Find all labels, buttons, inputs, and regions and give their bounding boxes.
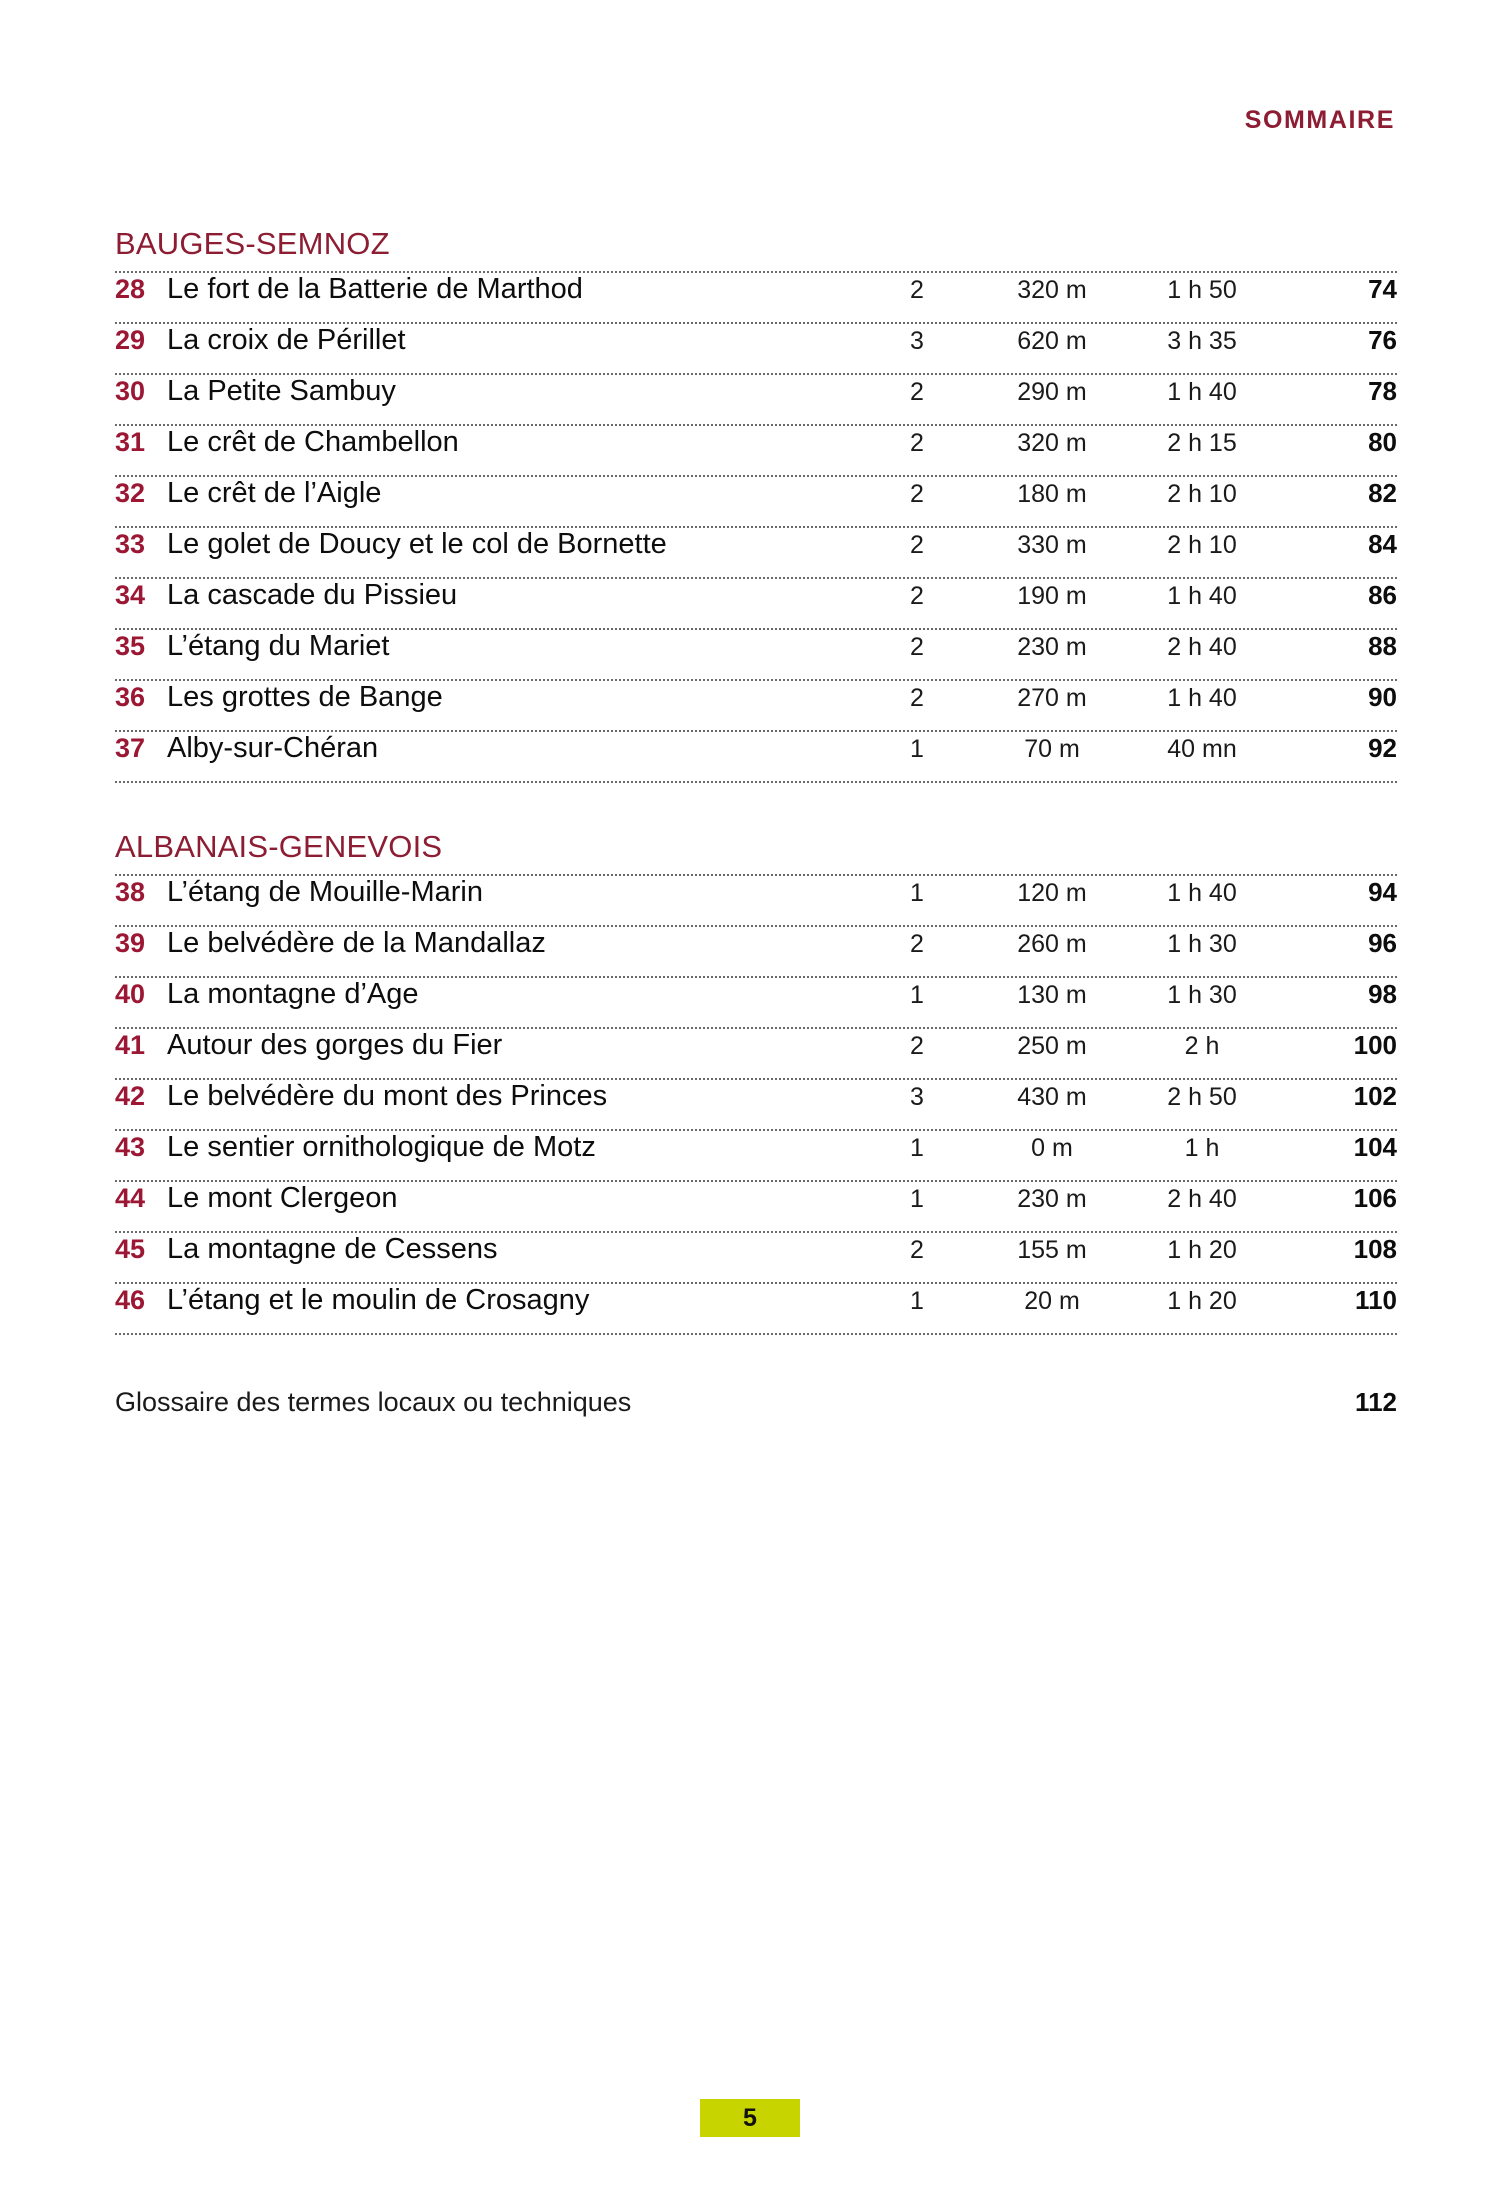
entry-page-number: 82 bbox=[1368, 478, 1397, 508]
glossary-row[interactable] bbox=[115, 1387, 1397, 1418]
entry-difficulty: 1 bbox=[910, 1185, 924, 1213]
entry-number: 35 bbox=[115, 631, 146, 661]
entry-number: 43 bbox=[115, 1132, 146, 1162]
toc-section bbox=[115, 228, 1397, 783]
entry-number: 33 bbox=[115, 529, 146, 559]
entry-duration: 1 h 40 bbox=[1167, 582, 1237, 610]
table-row[interactable] bbox=[115, 324, 1397, 375]
table-row[interactable] bbox=[115, 1233, 1397, 1284]
entry-duration: 1 h 40 bbox=[1167, 684, 1237, 712]
section-title: ALBANAIS-GENEVOIS bbox=[115, 829, 443, 864]
entry-title: La montagne de Cessens bbox=[167, 1233, 498, 1265]
entry-elevation: 260 m bbox=[1017, 930, 1087, 958]
toc-rows bbox=[115, 271, 1397, 783]
entry-page-number: 84 bbox=[1368, 529, 1397, 559]
entry-number: 37 bbox=[115, 733, 146, 763]
entry-number: 34 bbox=[115, 580, 146, 610]
entry-elevation: 0 m bbox=[1031, 1134, 1073, 1162]
entry-page-number: 106 bbox=[1353, 1183, 1397, 1213]
entry-number: 41 bbox=[115, 1030, 146, 1060]
entry-title: Le belvédère de la Mandallaz bbox=[167, 927, 546, 959]
table-row[interactable] bbox=[115, 732, 1397, 783]
entry-difficulty: 1 bbox=[910, 879, 924, 907]
page-footer bbox=[0, 2099, 1500, 2137]
entry-difficulty: 2 bbox=[910, 531, 924, 559]
entry-title: Le crêt de Chambellon bbox=[167, 426, 459, 458]
entry-page-number: 80 bbox=[1368, 427, 1397, 457]
glossary-page-number: 112 bbox=[1355, 1387, 1397, 1417]
entry-difficulty: 1 bbox=[910, 981, 924, 1009]
entry-title: Le belvédère du mont des Princes bbox=[167, 1080, 608, 1112]
entry-duration: 40 mn bbox=[1167, 735, 1237, 763]
table-row[interactable] bbox=[115, 477, 1397, 528]
entry-elevation: 620 m bbox=[1017, 327, 1087, 355]
page-header bbox=[0, 106, 1395, 135]
entry-title: Le crêt de l’Aigle bbox=[167, 477, 382, 509]
entry-title: La croix de Périllet bbox=[167, 324, 406, 356]
entry-page-number: 108 bbox=[1353, 1234, 1397, 1264]
entry-number: 32 bbox=[115, 478, 146, 508]
entry-page-number: 92 bbox=[1368, 733, 1397, 763]
footer-page-badge: 5 bbox=[700, 2099, 800, 2137]
entry-number: 31 bbox=[115, 427, 146, 457]
entry-page-number: 90 bbox=[1368, 682, 1397, 712]
entry-number: 40 bbox=[115, 979, 146, 1009]
entry-duration: 1 h 30 bbox=[1167, 930, 1237, 958]
entry-title: Le fort de la Batterie de Marthod bbox=[167, 273, 583, 305]
table-row[interactable] bbox=[115, 426, 1397, 477]
entry-elevation: 230 m bbox=[1017, 1185, 1087, 1213]
table-row[interactable] bbox=[115, 630, 1397, 681]
entry-elevation: 120 m bbox=[1017, 879, 1087, 907]
entry-elevation: 430 m bbox=[1017, 1083, 1087, 1111]
entry-number: 38 bbox=[115, 877, 146, 907]
table-row[interactable] bbox=[115, 579, 1397, 630]
entry-difficulty: 2 bbox=[910, 1032, 924, 1060]
entry-difficulty: 2 bbox=[910, 378, 924, 406]
table-row[interactable] bbox=[115, 927, 1397, 978]
entry-duration: 1 h 20 bbox=[1167, 1287, 1237, 1315]
entry-duration: 1 h 40 bbox=[1167, 879, 1237, 907]
entry-number: 46 bbox=[115, 1285, 146, 1315]
sections-container bbox=[115, 228, 1397, 1335]
entry-title: Le mont Clergeon bbox=[167, 1182, 398, 1214]
entry-elevation: 230 m bbox=[1017, 633, 1087, 661]
table-row[interactable] bbox=[115, 681, 1397, 732]
entry-number: 42 bbox=[115, 1081, 146, 1111]
entry-title: La Petite Sambuy bbox=[167, 375, 396, 407]
entry-elevation: 270 m bbox=[1017, 684, 1087, 712]
entry-page-number: 88 bbox=[1368, 631, 1397, 661]
entry-difficulty: 3 bbox=[910, 327, 924, 355]
table-row[interactable] bbox=[115, 1029, 1397, 1080]
entry-difficulty: 2 bbox=[910, 684, 924, 712]
entry-title: L’étang et le moulin de Crosagny bbox=[167, 1284, 590, 1316]
entry-page-number: 104 bbox=[1353, 1132, 1397, 1162]
entry-page-number: 76 bbox=[1368, 325, 1397, 355]
entry-page-number: 74 bbox=[1368, 274, 1397, 304]
table-of-contents bbox=[115, 228, 1397, 1418]
entry-title: L’étang du Mariet bbox=[167, 630, 390, 662]
entry-difficulty: 2 bbox=[910, 582, 924, 610]
entry-title: L’étang de Mouille-Marin bbox=[167, 876, 483, 908]
entry-difficulty: 1 bbox=[910, 1287, 924, 1315]
entry-duration: 2 h 15 bbox=[1167, 429, 1237, 457]
entry-elevation: 155 m bbox=[1017, 1236, 1087, 1264]
entry-duration: 3 h 35 bbox=[1167, 327, 1237, 355]
entry-page-number: 86 bbox=[1368, 580, 1397, 610]
entry-page-number: 94 bbox=[1368, 877, 1397, 907]
table-row[interactable] bbox=[115, 876, 1397, 927]
entry-difficulty: 2 bbox=[910, 276, 924, 304]
header-title: SOMMAIRE bbox=[1244, 106, 1395, 134]
table-row[interactable] bbox=[115, 1131, 1397, 1182]
entry-difficulty: 1 bbox=[910, 735, 924, 763]
entry-title: La cascade du Pissieu bbox=[167, 579, 458, 611]
entry-title: Le golet de Doucy et le col de Bornette bbox=[167, 528, 667, 560]
entry-number: 30 bbox=[115, 376, 146, 406]
entry-number: 29 bbox=[115, 325, 146, 355]
entry-difficulty: 1 bbox=[910, 1134, 924, 1162]
entry-page-number: 110 bbox=[1355, 1285, 1397, 1315]
entry-duration: 2 h 10 bbox=[1167, 531, 1237, 559]
entry-duration: 1 h 50 bbox=[1167, 276, 1237, 304]
entry-elevation: 190 m bbox=[1017, 582, 1087, 610]
toc-section bbox=[115, 831, 1397, 1335]
entry-difficulty: 2 bbox=[910, 480, 924, 508]
entry-elevation: 330 m bbox=[1017, 531, 1087, 559]
table-row[interactable] bbox=[115, 273, 1397, 324]
entry-duration: 1 h 30 bbox=[1167, 981, 1237, 1009]
entry-duration: 1 h 20 bbox=[1167, 1236, 1237, 1264]
entry-title: Le sentier ornithologique de Motz bbox=[167, 1131, 596, 1163]
entry-duration: 2 h 50 bbox=[1167, 1083, 1237, 1111]
entry-elevation: 320 m bbox=[1017, 429, 1087, 457]
entry-page-number: 98 bbox=[1368, 979, 1397, 1009]
entry-difficulty: 2 bbox=[910, 1236, 924, 1264]
entry-number: 39 bbox=[115, 928, 146, 958]
entry-difficulty: 3 bbox=[910, 1083, 924, 1111]
table-row[interactable] bbox=[115, 1080, 1397, 1131]
entry-number: 28 bbox=[115, 274, 146, 304]
table-row[interactable] bbox=[115, 978, 1397, 1029]
entry-difficulty: 2 bbox=[910, 633, 924, 661]
entry-duration: 2 h 40 bbox=[1167, 633, 1237, 661]
entry-title: La montagne d’Age bbox=[167, 978, 419, 1010]
entry-number: 36 bbox=[115, 682, 146, 712]
entry-title: Autour des gorges du Fier bbox=[167, 1029, 503, 1061]
toc-rows bbox=[115, 874, 1397, 1335]
table-row[interactable] bbox=[115, 375, 1397, 426]
table-row[interactable] bbox=[115, 1284, 1397, 1335]
entry-duration: 2 h bbox=[1184, 1032, 1220, 1060]
entry-page-number: 100 bbox=[1353, 1030, 1397, 1060]
entry-elevation: 130 m bbox=[1017, 981, 1087, 1009]
entry-duration: 2 h 40 bbox=[1167, 1185, 1237, 1213]
entry-difficulty: 2 bbox=[910, 429, 924, 457]
table-row[interactable] bbox=[115, 1182, 1397, 1233]
entry-elevation: 320 m bbox=[1017, 276, 1087, 304]
entry-duration: 2 h 10 bbox=[1167, 480, 1237, 508]
entry-elevation: 20 m bbox=[1024, 1287, 1080, 1315]
entry-page-number: 102 bbox=[1353, 1081, 1397, 1111]
entry-elevation: 250 m bbox=[1017, 1032, 1087, 1060]
glossary-label: Glossaire des termes locaux ou techniques bbox=[115, 1387, 632, 1417]
entry-number: 45 bbox=[115, 1234, 146, 1264]
entry-difficulty: 2 bbox=[910, 930, 924, 958]
table-row[interactable] bbox=[115, 528, 1397, 579]
entry-title: Les grottes de Bange bbox=[167, 681, 443, 713]
entry-duration: 1 h 40 bbox=[1167, 378, 1237, 406]
entry-duration: 1 h bbox=[1184, 1134, 1220, 1162]
entry-elevation: 70 m bbox=[1024, 735, 1080, 763]
entry-page-number: 78 bbox=[1368, 376, 1397, 406]
section-title: BAUGES-SEMNOZ bbox=[115, 226, 390, 261]
entry-number: 44 bbox=[115, 1183, 146, 1213]
entry-elevation: 180 m bbox=[1017, 480, 1087, 508]
entry-elevation: 290 m bbox=[1017, 378, 1087, 406]
entry-page-number: 96 bbox=[1368, 928, 1397, 958]
entry-title: Alby-sur-Chéran bbox=[167, 732, 379, 764]
